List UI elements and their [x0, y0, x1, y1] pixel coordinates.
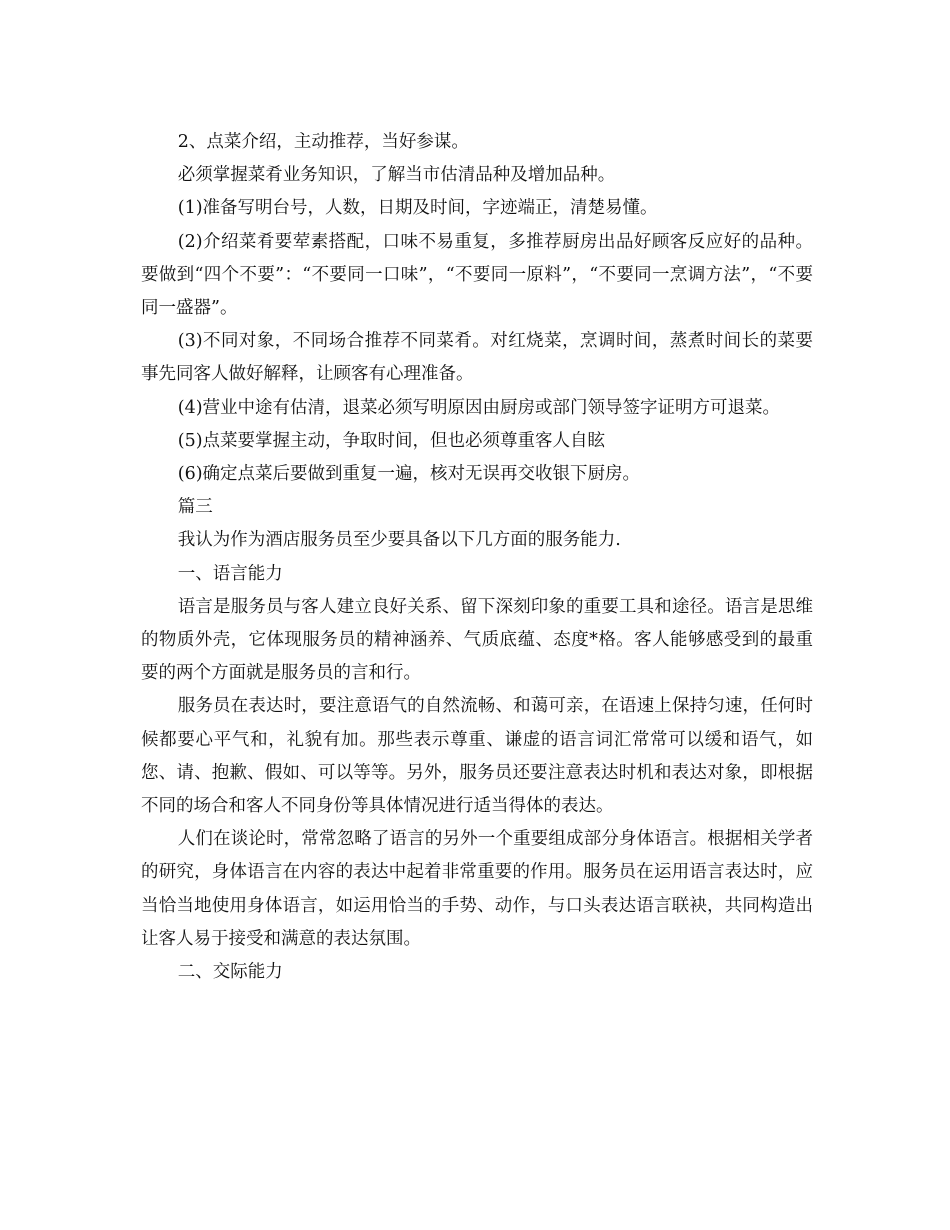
paragraph-item: (6)确定点菜后要做到重复一遍，核对无误再交收银下厨房。	[177, 464, 641, 485]
paragraph-item: (2)介绍菜肴要荤素搭配，口味不易重复，多推荐厨房出品好顾客反应好的品种。要做到“四个不要”：“不要同一口味”，“不要同一原料”，“不要同一烹调方法”，“不要同一盛器”。	[141, 231, 813, 319]
section-heading: 一、语言能力	[177, 563, 283, 584]
section-heading: 二、交际能力	[177, 962, 283, 983]
paragraph-item: (5)点菜要掌握主动，争取时间，但也必须尊重客人自眩	[177, 430, 606, 451]
paragraph-item: (4)营业中途有估清，退菜必须写明原因由厨房或部门领导签字证明方可退菜。	[177, 397, 781, 418]
document-body	[141, 126, 813, 989]
paragraph-item: 必须掌握菜肴业务知识，了解当市估清品种及增加品种。	[177, 165, 616, 186]
paragraph-item: 人们在谈论时，常常忽略了语言的另外一个重要组成部分身体语言。根据相关学者的研究，身体语言在内容的表达中起着非常重要的作用。服务员在运用语言表达时，应当恰当地使用身体语言，如运用恰当的手势、动作，与口头表达语言联袂，共同构造出让客人易于接受和满意的表达氛围。	[141, 829, 813, 949]
paragraph-item: 语言是服务员与客人建立良好关系、留下深刻印象的重要工具和途径。语言是思维的物质外壳，它体现服务员的精神涵养、气质底蕴、态度*格。客人能够感受到的最重要的两个方面就是服务员的言和行。	[141, 596, 813, 684]
paragraph-item: 服务员在表达时，要注意语气的自然流畅、和蔼可亲，在语速上保持匀速，任何时候都要心平气和，礼貌有加。那些表示尊重、谦虚的语言词汇常常可以缓和语气，如您、请、抱歉、假如、可以等等。另外，服务员还要注意表达时机和表达对象，即根据不同的场合和客人不同身份等具体情况进行适当得体的表达。	[141, 696, 813, 817]
paragraph-item: (3)不同对象，不同场合推荐不同菜肴。对红烧菜，烹调时间，蒸煮时间长的菜要事先同客人做好解释，让顾客有心理准备。	[141, 331, 813, 385]
paragraph-item: 我认为作为酒店服务员至少要具备以下几方面的服务能力.	[177, 530, 621, 551]
section-heading: 篇三	[177, 497, 213, 518]
paragraph-item: 2、点菜介绍，主动推荐，当好参谋。	[177, 132, 469, 152]
paragraph-item: (1)准备写明台号，人数，日期及时间，字迹端正，清楚易懂。	[177, 198, 658, 219]
